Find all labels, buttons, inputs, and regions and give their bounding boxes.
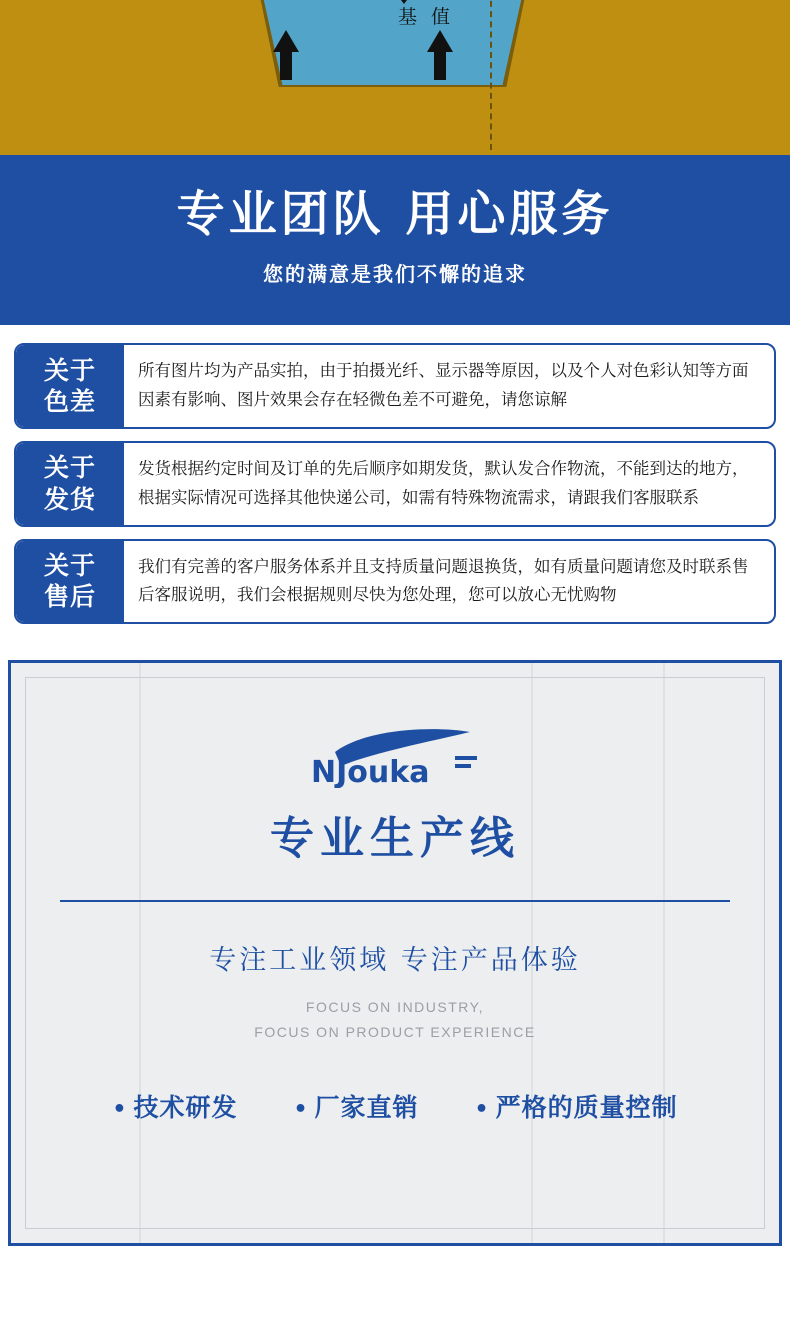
feature-label: 技术研发 <box>133 1092 238 1122</box>
note-tag-line1: 关于 <box>43 355 96 385</box>
bullet-icon: • <box>112 1096 128 1122</box>
production-english-line1: FOCUS ON INDUSTRY, <box>305 999 485 1016</box>
notes-section <box>0 325 790 646</box>
svg-text:NJouka: NJouka <box>311 755 430 789</box>
note-tag-after-sales <box>16 541 124 623</box>
feature-item-factory-direct <box>293 1088 418 1124</box>
note-row-after-sales <box>14 539 776 625</box>
note-tag-shipping <box>16 443 124 525</box>
production-line-inner <box>25 677 765 1229</box>
note-text-shipping: 发货根据约定时间及订单的先后顺序如期发货，默认发合作物流，不能到达的地方，根据实际情况可选择其他快递公司，如需有特殊物流需求，请跟我们客服联系 <box>138 458 749 507</box>
dashed-guide-line-icon <box>490 0 492 150</box>
bullet-icon: • <box>474 1096 490 1122</box>
production-english-line2: FOCUS ON PRODUCT EXPERIENCE <box>254 1024 536 1041</box>
note-text-after-sales: 我们有完善的客户服务体系并且支持质量问题退换货，如有质量问题请您及时联系售后客服说明，我们会根据规则尽快为您处理，您可以放心无忧购物 <box>138 556 749 605</box>
production-title: 专业生产线 <box>270 813 520 865</box>
banner-subtitle: 您的满意是我们不懈的追求 <box>263 262 527 287</box>
banner-title: 专业团队 用心服务 <box>176 186 614 242</box>
production-features <box>26 1088 764 1124</box>
diagram-strip <box>0 0 790 155</box>
base-value-label: 基 值 <box>398 6 455 28</box>
note-tag-line2: 发货 <box>43 484 96 514</box>
note-text-color-difference: 所有图片均为产品实拍，由于拍摄光纤、显示器等原因，以及个人对色彩认知等方面因素有影响、图片效果会存在轻微色差不可避免，请您谅解 <box>138 361 749 409</box>
feature-label: 厂家直销 <box>314 1092 419 1122</box>
note-tag-line1: 关于 <box>43 551 96 581</box>
production-subtitle: 专注工业领域 专注产品体验 <box>209 945 581 977</box>
production-english <box>26 995 764 1045</box>
feature-label: 严格的质量控制 <box>495 1092 678 1122</box>
note-tag-line2: 售后 <box>43 582 96 612</box>
feature-item-quality-control <box>475 1088 678 1124</box>
feature-item-rd <box>112 1088 237 1124</box>
note-tag-color-difference <box>16 345 124 427</box>
note-row-shipping <box>14 441 776 527</box>
njouka-logo-icon <box>305 726 485 788</box>
service-banner <box>0 155 790 325</box>
note-row-color-difference <box>14 343 776 429</box>
divider <box>60 900 730 902</box>
note-tag-line1: 关于 <box>43 453 96 483</box>
production-line-panel <box>8 660 782 1246</box>
note-tag-line2: 色差 <box>43 386 96 416</box>
bullet-icon: • <box>293 1096 309 1122</box>
brand-logo <box>26 726 764 788</box>
